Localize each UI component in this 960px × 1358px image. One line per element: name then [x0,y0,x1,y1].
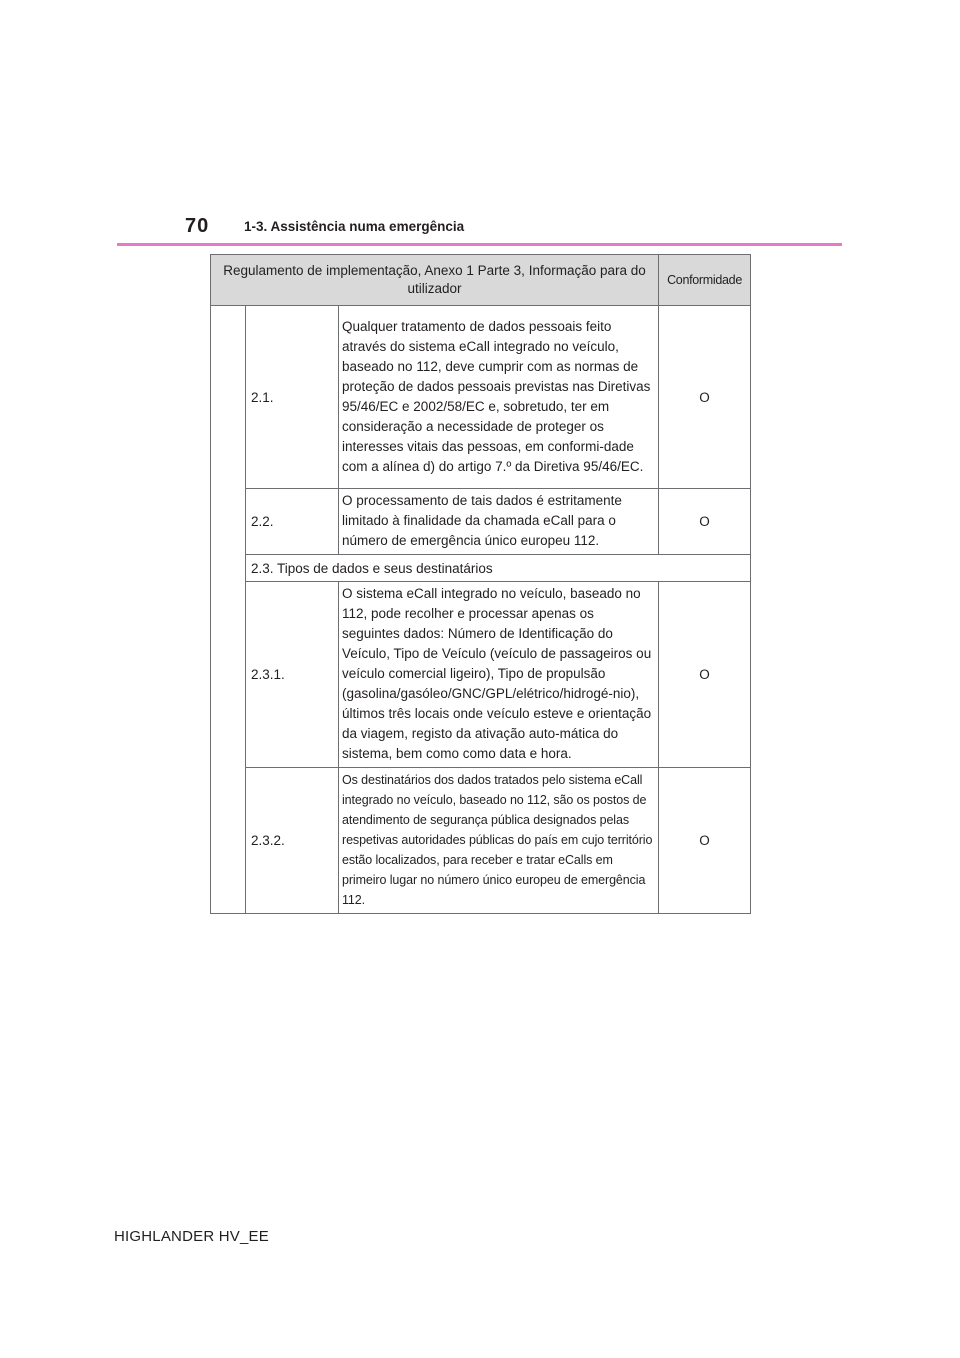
subsection-heading: 2.3. Tipos de dados e seus destinatários [246,555,751,582]
row-conformity: O [659,582,751,768]
row-conformity: O [659,768,751,914]
header-rule [117,243,842,246]
row-text: O sistema eCall integrado no veículo, baseado no 112, pode recolher e processar apenas os seguintes dados: Número de Identificação do Veículo, Tipo de Veículo (veículo de passageiros ou veículo comercial ligeiro), Tipo de propulsão (gasolina/gasóleo/GNC/GPL/elétrico/hidrogé-nio), últimos três locais onde veículo esteve e orientação da viagem, registo da ativação auto-mática do sistema, bem como como data e hora. [339,582,659,768]
row-conformity: O [659,489,751,555]
table-row [211,489,751,555]
table-row [211,768,751,914]
table-header-row [211,255,751,306]
section-title: 1-3. Assistência numa emergência [244,219,465,234]
row-text: Os destinatários dos dados tratados pelo sistema eCall integrado no veículo, baseado no 112, são os postos de atendimento de segurança pública designados pelas respetivas autoridades públicas do país em cujo território estão localizados, para receber e tratar eCalls em primeiro lugar no número único europeu de emergência 112. [339,768,659,914]
table-row [211,582,751,768]
table-row [211,306,751,489]
row-text: Qualquer tratamento de dados pessoais feito através do sistema eCall integrado no veículo, baseado no 112, deve cumprir com as normas de proteção de dados pessoais previstas nas Diretivas 95/46/EC e 2002/58/EC e, sobretudo, ter em consideração a necessidade de proteger os interesses vitais das pessoas, em conformi-dade com a alínea d) do artigo 7.º da Diretiva 95/46/EC. [339,306,659,489]
footer-model: HIGHLANDER HV_EE [114,1228,269,1245]
header-regulation: Regulamento de implementação, Anexo 1 Parte 3, Informação para do utilizador [211,255,659,306]
row-number: 2.2. [246,489,339,555]
indent-cell [211,306,246,914]
row-conformity: O [659,306,751,489]
page-number: 70 [185,215,210,237]
row-number: 2.1. [246,306,339,489]
regulation-table [210,254,751,914]
table-row [211,555,751,582]
row-number: 2.3.1. [246,582,339,768]
header-conformity: Conformidade [659,255,751,306]
row-number: 2.3.2. [246,768,339,914]
row-text: O processamento de tais dados é estritamente limitado à finalidade da chamada eCall para o número de emergência único europeu 112. [339,489,659,555]
